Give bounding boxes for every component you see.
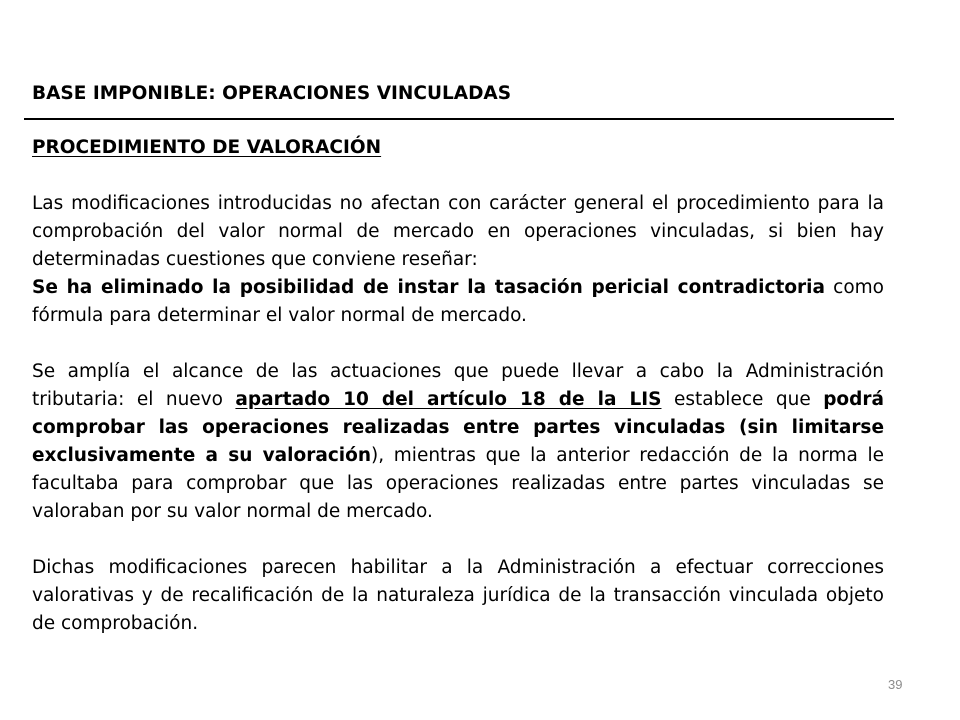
slide-title: BASE IMPONIBLE: OPERACIONES VINCULADAS bbox=[32, 83, 512, 104]
paragraph-tasacion bbox=[32, 274, 884, 330]
title-divider bbox=[24, 118, 894, 120]
paragraph-conclusion bbox=[32, 554, 884, 638]
paragraph-spacer bbox=[32, 526, 884, 554]
paragraph-tasacion-rest: como fórmula para determinar el valor normal de mercado. bbox=[32, 277, 885, 326]
paragraph-alcance bbox=[32, 358, 884, 526]
paragraph-spacer bbox=[32, 330, 884, 358]
paragraph-alcance-part3: ), mientras que la anterior redacción de la norma le facultaba para comprobar que las operaciones realizadas entre partes vinculadas se valoraban por su valor normal de mercado. bbox=[32, 445, 884, 522]
paragraph-intro bbox=[32, 190, 884, 274]
section-heading: PROCEDIMIENTO DE VALORACIÓN bbox=[32, 137, 382, 158]
paragraph-alcance-part2: establece que bbox=[661, 389, 824, 410]
paragraph-alcance-bold: podrá comprobar las operaciones realizadas entre partes vinculadas (sin limitarse exclusivamente a su valoración bbox=[32, 389, 884, 466]
page-number: 39 bbox=[888, 677, 903, 692]
paragraph-alcance-part1: Se amplía el alcance de las actuaciones que puede llevar a cabo la Administración tributaria: el nuevo bbox=[32, 361, 884, 410]
paragraph-intro-text: Las modificaciones introducidas no afectan con carácter general el procedimiento para la comprobación del valor normal de mercado en operaciones vinculadas, si bien hay determinadas cuestiones que conviene reseñar: bbox=[32, 193, 884, 270]
paragraph-tasacion-bold: Se ha eliminado la posibilidad de instar la tasación pericial contradictoria bbox=[32, 277, 825, 298]
paragraph-conclusion-text: Dichas modificaciones parecen habilitar a la Administración a efectuar correcciones valorativas y de recalificación de la naturaleza jurídica de la transacción vinculada objeto de comprobación. bbox=[32, 557, 884, 634]
article-reference-link: apartado 10 del artículo 18 de la LIS bbox=[235, 389, 662, 410]
slide-content bbox=[32, 134, 884, 638]
